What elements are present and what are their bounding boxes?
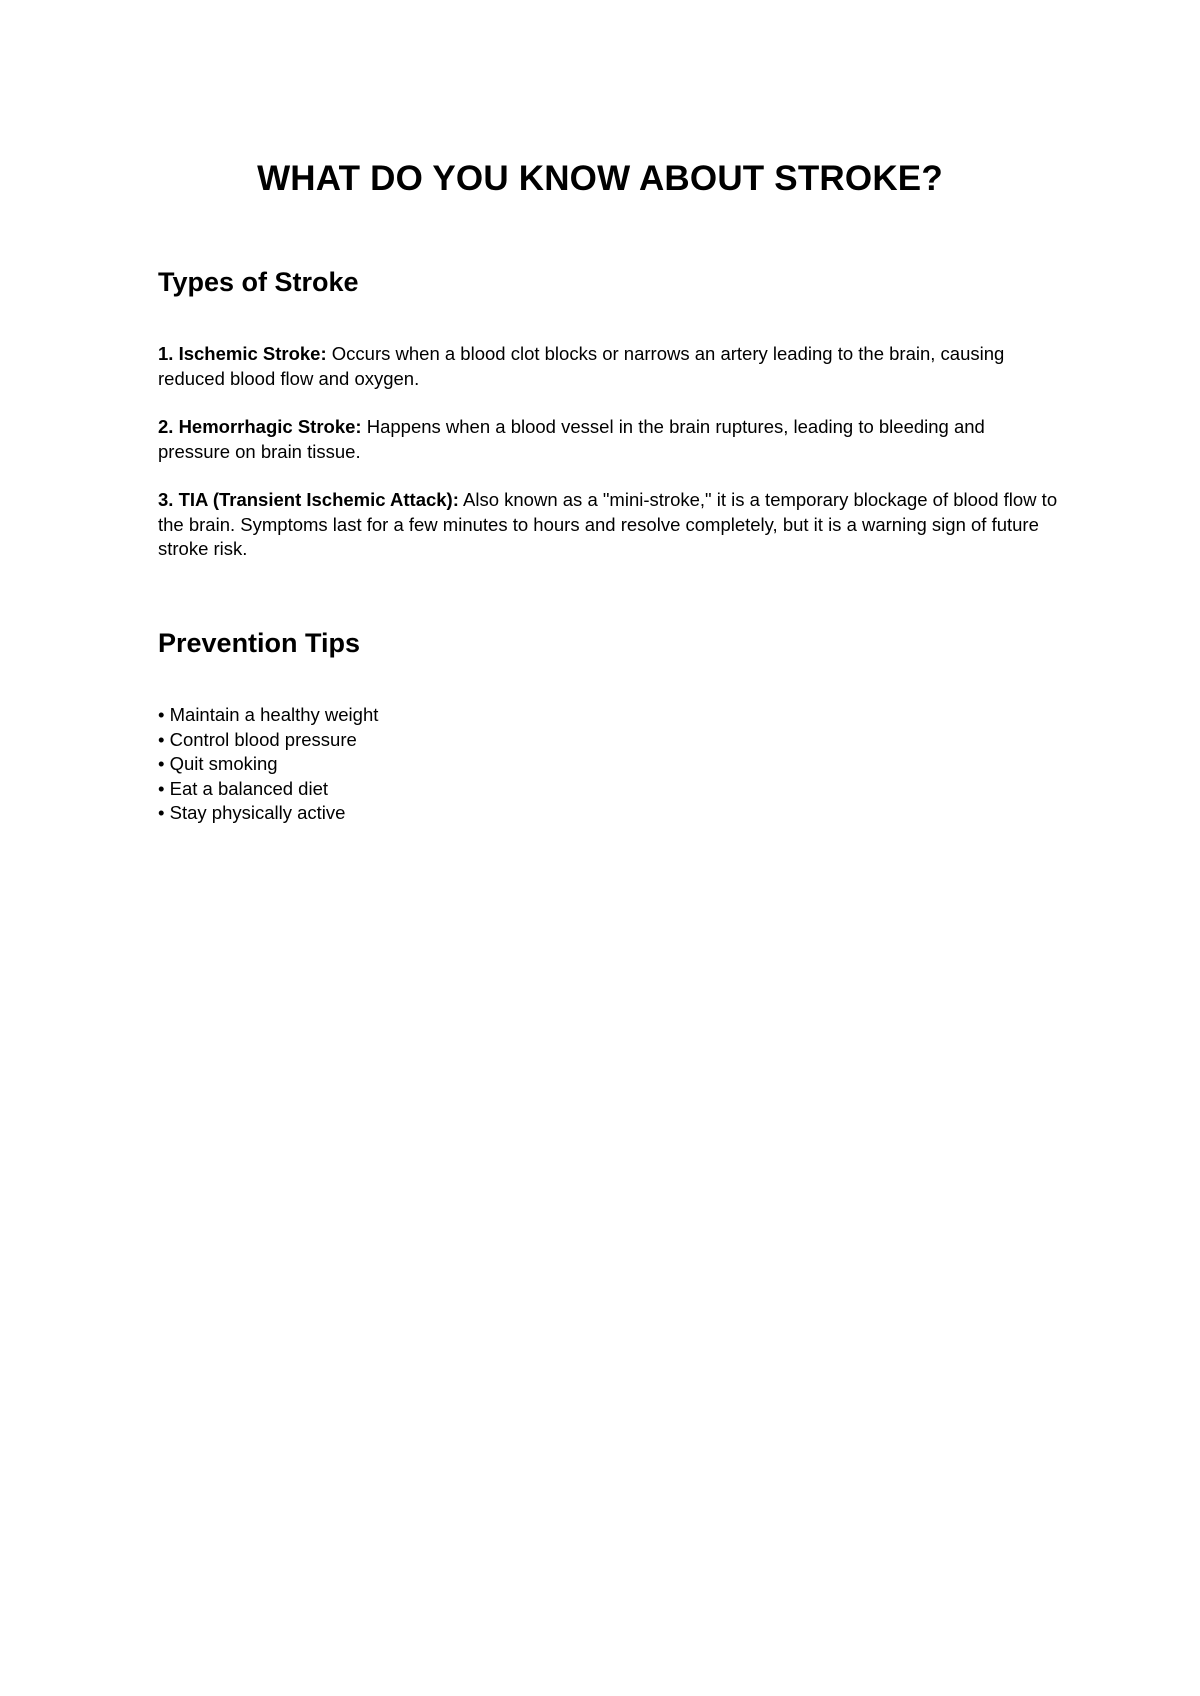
stroke-type-description: Happens when a blood vessel in the brain ruptures, leading to bleeding and pressure on brain tissue. [158, 416, 985, 462]
stroke-type-hemorrhagic [158, 415, 1058, 464]
prevention-tip: • Eat a balanced diet [158, 777, 329, 799]
prevention-tip: • Stay physically active [158, 802, 346, 823]
stroke-type-ischemic [158, 342, 1058, 391]
prevention-tip: • Control blood pressure [158, 728, 357, 750]
stroke-type-description: Occurs when a blood clot blocks or narrows an artery leading to the brain, causing reduced blood flow and oxygen. [158, 343, 1005, 389]
stroke-types-list [158, 342, 1058, 586]
types-of-stroke-heading: Types of Stroke [158, 267, 359, 297]
stroke-type-tia [158, 488, 1058, 562]
stroke-type-name: 2. Hemorrhagic Stroke: [158, 416, 362, 437]
stroke-type-name: 1. Ischemic Stroke: [158, 343, 327, 364]
stroke-type-description: Also known as a "mini-stroke," it is a temporary blockage of blood flow to the brain. Symptoms last for a few minutes to hours and resolve completely, but it is a warning sign of future stroke risk. [158, 489, 1058, 559]
stroke-type-name: 3. TIA (Transient Ischemic Attack): [158, 489, 459, 510]
page-title: WHAT DO YOU KNOW ABOUT STROKE? [257, 159, 943, 198]
prevention-tips-list [158, 703, 378, 826]
prevention-tips-heading: Prevention Tips [158, 628, 361, 658]
prevention-tip: • Maintain a healthy weight [158, 704, 379, 725]
prevention-tip: • Quit smoking [158, 753, 278, 774]
